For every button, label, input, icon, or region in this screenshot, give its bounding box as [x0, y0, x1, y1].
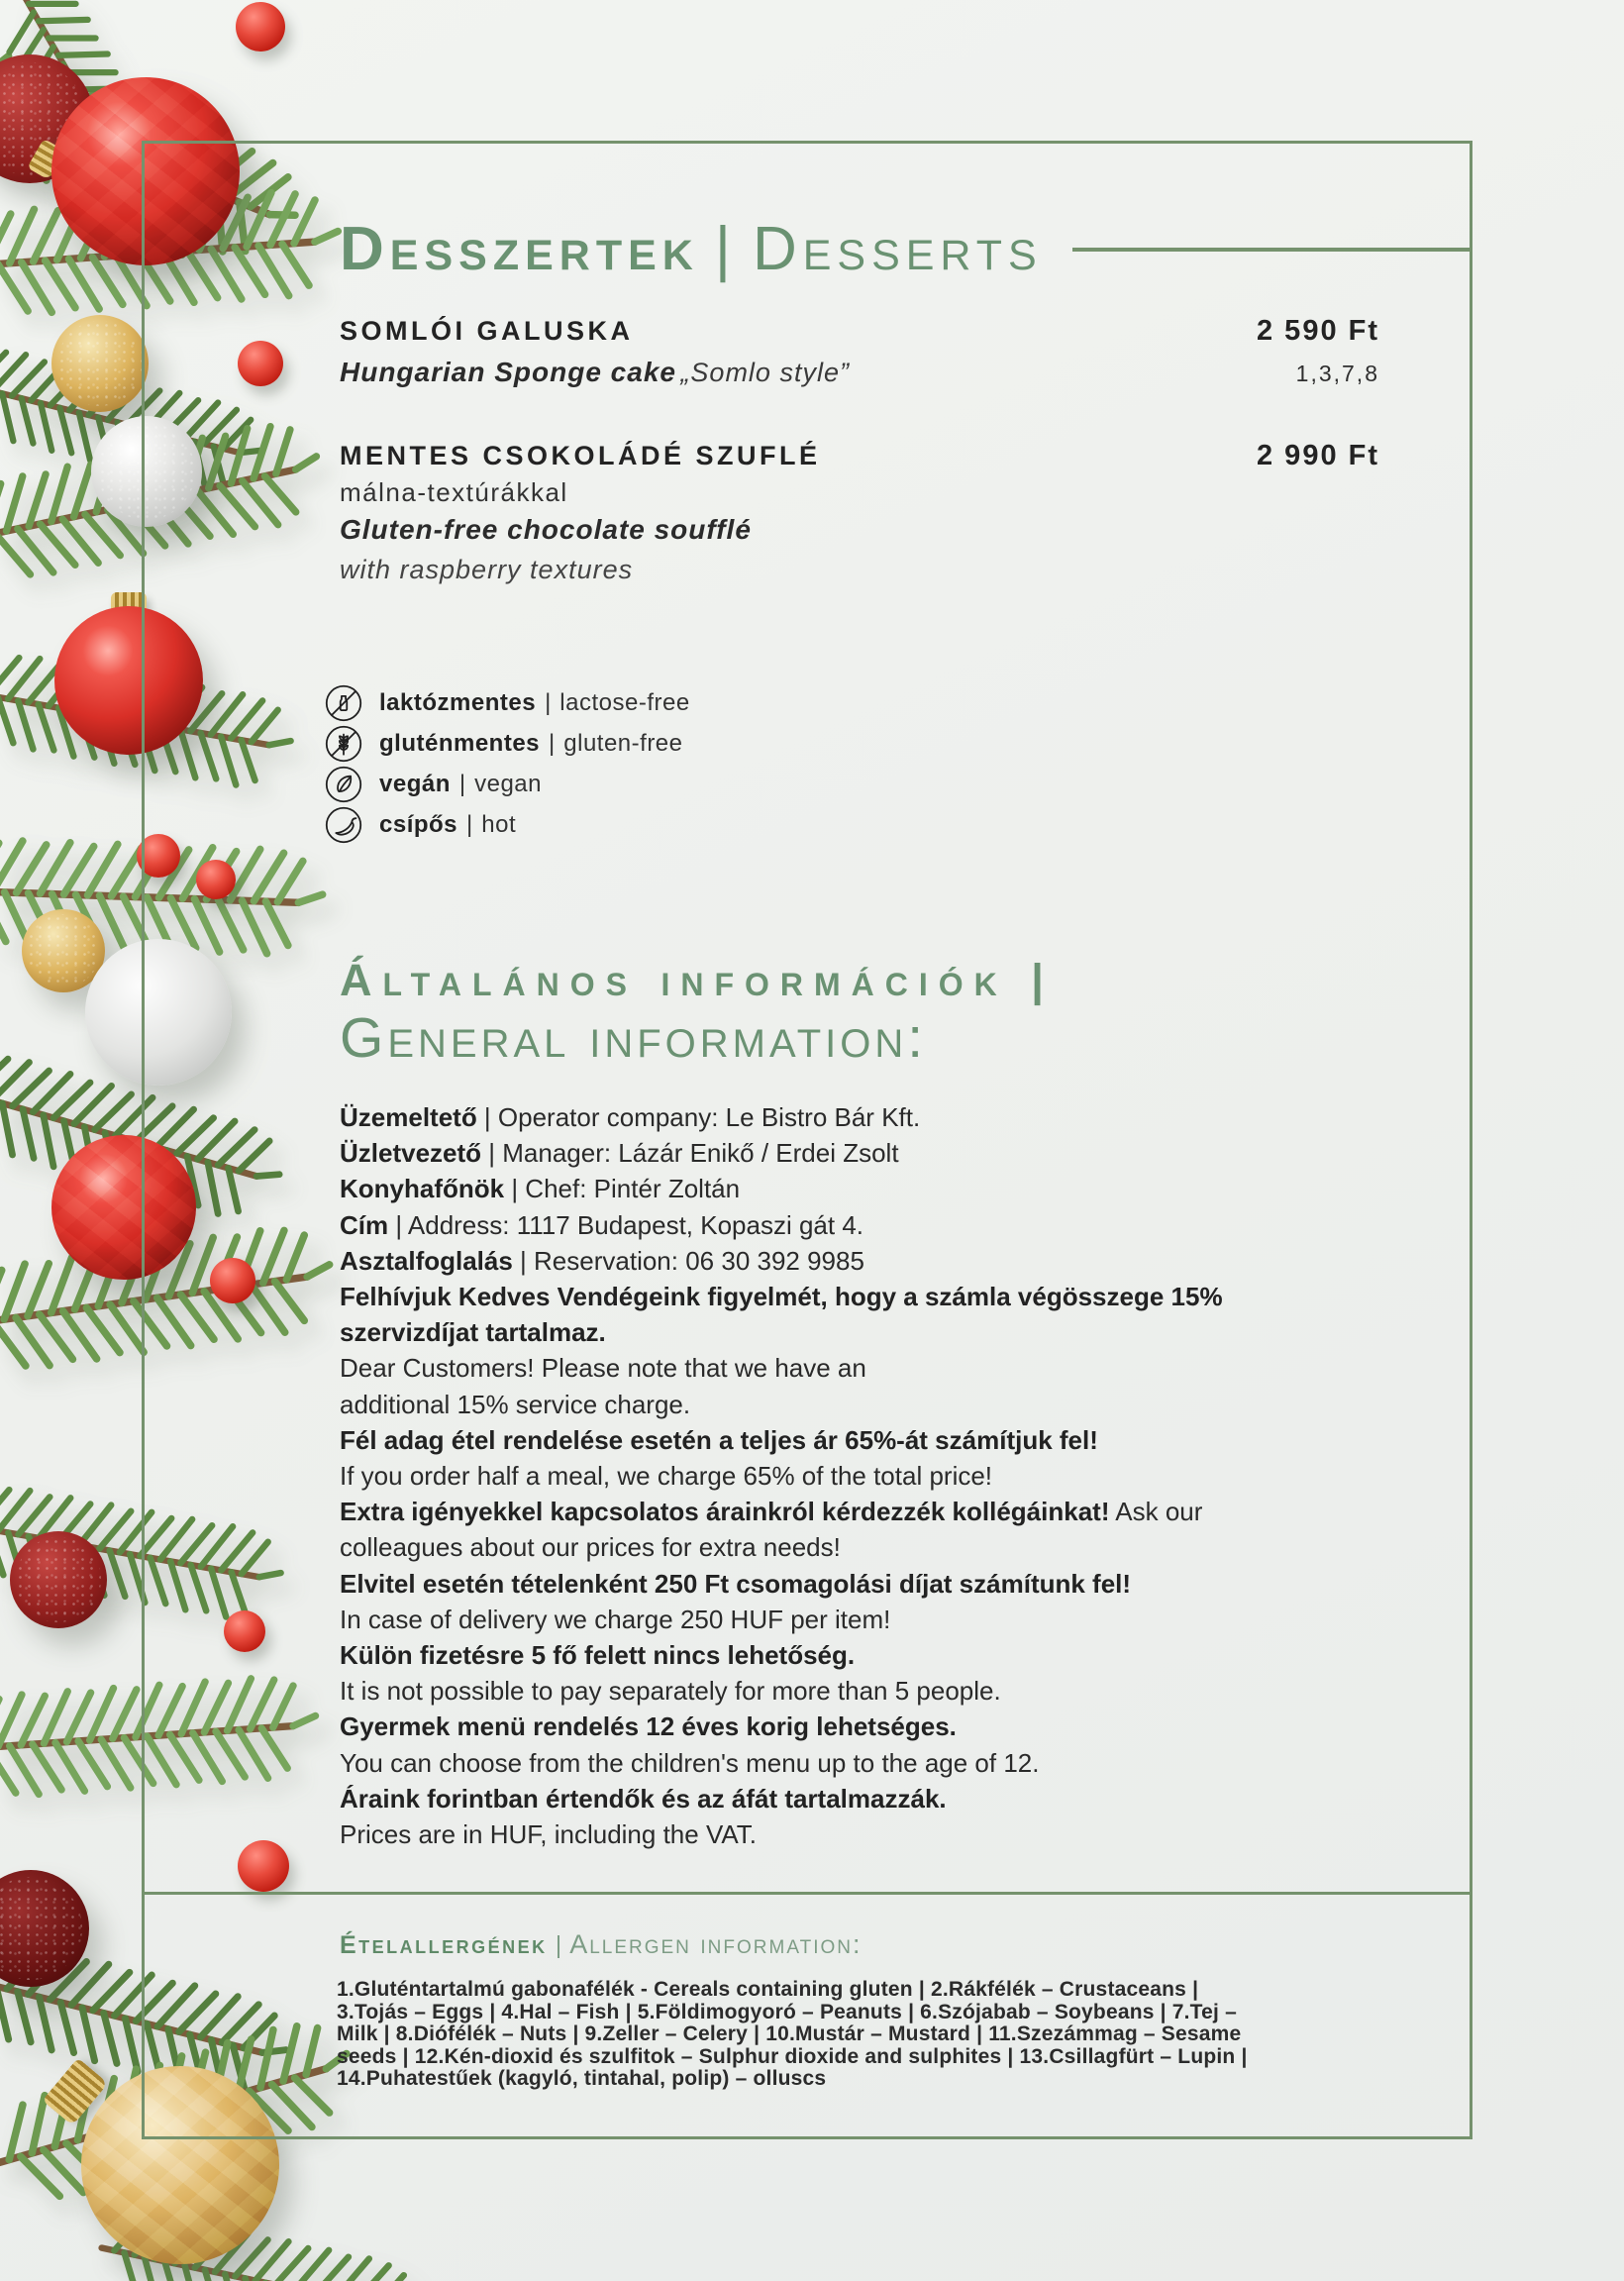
- page-title-hungarian: Desszertek: [340, 215, 699, 283]
- allergen-line: Milk | 8.Diófélék – Nuts | 9.Zeller – Celery | 10.Mustár – Mustard | 11.Szezámmag – Sesame: [337, 2022, 1242, 2045]
- allergen-heading-en: Allergen information:: [569, 1929, 863, 1959]
- info-line: Gyermek menü rendelés 12 éves korig lehetséges.: [340, 1711, 957, 1742]
- title-pipe: |: [714, 215, 737, 283]
- legend-label-en: lactose-free: [559, 689, 690, 716]
- info-line: Dear Customers! Please note that we have an: [340, 1353, 866, 1384]
- page-title-english: Desserts: [752, 215, 1043, 283]
- menu-item-price: 2 590 Ft: [1257, 315, 1379, 347]
- allergen-heading: [340, 1929, 862, 1960]
- info-line: Fél adag étel rendelése esetén a teljes ár 65%-át számítjuk fel!: [340, 1424, 1098, 1455]
- allergen-heading-hu: Ételallergének: [340, 1931, 548, 1959]
- info-line: It is not possible to pay separately for more than 5 people.: [340, 1676, 1001, 1707]
- menu-item-description-row: [340, 357, 1379, 388]
- general-info-heading-en: General information:: [340, 1006, 928, 1070]
- menu-item-name: SOMLÓI GALUSKA: [340, 316, 634, 346]
- info-line: Asztalfoglalás | Reservation: 06 30 392 9985: [340, 1245, 864, 1276]
- legend-row-vegan: [325, 765, 690, 804]
- legend-label-hu: laktózmentes: [379, 689, 537, 716]
- gluten-free-icon: [325, 725, 362, 763]
- hot-icon: [325, 806, 362, 844]
- legend-pipe: |: [545, 689, 552, 716]
- info-line: Konyhafőnök | Chef: Pintér Zoltán: [340, 1174, 741, 1204]
- info-line: Üzemeltető | Operator company: Le Bistro Bár Kft.: [340, 1102, 921, 1132]
- legend-pipe: |: [549, 730, 556, 757]
- info-line: Felhívjuk Kedves Vendégeink figyelmét, hogy a számla végösszege 15%: [340, 1282, 1223, 1312]
- allergen-line: 14.Puhatestűek (kagyló, tintahal, polip) – olluscs: [337, 2067, 827, 2090]
- info-line: Áraink forintban értendők és az áfát tartalmazzák.: [340, 1783, 947, 1814]
- allergen-list: [337, 1979, 1485, 2091]
- diet-legend: [325, 683, 690, 846]
- legend-pipe: |: [458, 771, 466, 797]
- general-info-heading: [340, 953, 1055, 1069]
- legend-pipe: |: [466, 811, 473, 838]
- menu-item-allergen-numbers: 1,3,7,8: [1295, 361, 1379, 386]
- info-line: Külön fizetésre 5 fő felett nincs lehetőség.: [340, 1640, 856, 1671]
- allergen-line: seeds | 12.Kén-dioxid és szulfitok – Sulphur dioxide and sulphites | 13.Csillagfürt – Lupin |: [337, 2044, 1248, 2068]
- legend-label-hu: csípős: [379, 811, 458, 838]
- info-line: Cím | Address: 1117 Budapest, Kopaszi gát 4.: [340, 1209, 864, 1240]
- menu-item-price: 2 990 Ft: [1257, 440, 1379, 471]
- info-line: additional 15% service charge.: [340, 1389, 691, 1419]
- legend-label-hu: vegán: [379, 771, 451, 797]
- general-info-heading-hu: Általános információk |: [340, 955, 1055, 1005]
- legend-label-en: vegan: [474, 771, 542, 797]
- legend-label-en: hot: [481, 811, 517, 838]
- page-title: [340, 214, 1043, 284]
- menu-item-description: with raspberry textures: [340, 555, 634, 584]
- legend-label-en: gluten-free: [563, 730, 683, 757]
- general-info-text: [340, 1099, 1223, 1852]
- info-line: szervizdíjat tartalmaz.: [340, 1317, 606, 1348]
- allergen-line: 3.Tojás – Eggs | 4.Hal – Fish | 5.Földimogyoró – Peanuts | 6.Szójabab – Soybeans | 7.Tej –: [337, 2000, 1237, 2023]
- info-line: If you order half a meal, we charge 65% of the total price!: [340, 1461, 993, 1492]
- legend-row-gluten-free: [325, 724, 690, 764]
- lactose-free-icon: [325, 684, 362, 722]
- menu-item-description: Gluten-free chocolate soufflé: [340, 514, 752, 545]
- menu-item-name: MENTES CSOKOLÁDÉ SZUFLÉ: [340, 441, 821, 470]
- info-line: colleagues about our prices for extra needs!: [340, 1532, 841, 1563]
- legend-row-lactose-free: [325, 683, 690, 723]
- menu-item-row: [340, 315, 1379, 348]
- allergen-line: 1.Gluténtartalmú gabonafélék - Cereals containing gluten | 2.Rákfélék – Crustaceans |: [337, 1978, 1199, 2001]
- info-line: Prices are in HUF, including the VAT.: [340, 1819, 757, 1850]
- section-title-row: [340, 214, 1472, 284]
- info-line: Üzletvezető | Manager: Lázár Enikő / Erdei Zsolt: [340, 1138, 899, 1169]
- menu-item-description: málna-textúrákkal: [340, 477, 568, 507]
- vegan-icon: [325, 766, 362, 803]
- info-line: You can choose from the children's menu up to the age of 12.: [340, 1747, 1040, 1778]
- legend-row-hot: [325, 805, 690, 845]
- info-line: Extra igényekkel kapcsolatos árainkról kérdezzék kollégáinkat! Ask our: [340, 1497, 1203, 1527]
- info-line: In case of delivery we charge 250 HUF per item!: [340, 1604, 891, 1634]
- allergen-heading-pipe: |: [555, 1931, 562, 1959]
- title-rule-line: [1072, 248, 1472, 252]
- menu-item-description: Hungarian Sponge cake „Somlo style”: [340, 357, 850, 387]
- info-line: Elvitel esetén tételenként 250 Ft csomagolási díjat számítunk fel!: [340, 1568, 1132, 1599]
- menu-item-row: [340, 440, 1379, 472]
- legend-label-hu: gluténmentes: [379, 730, 541, 757]
